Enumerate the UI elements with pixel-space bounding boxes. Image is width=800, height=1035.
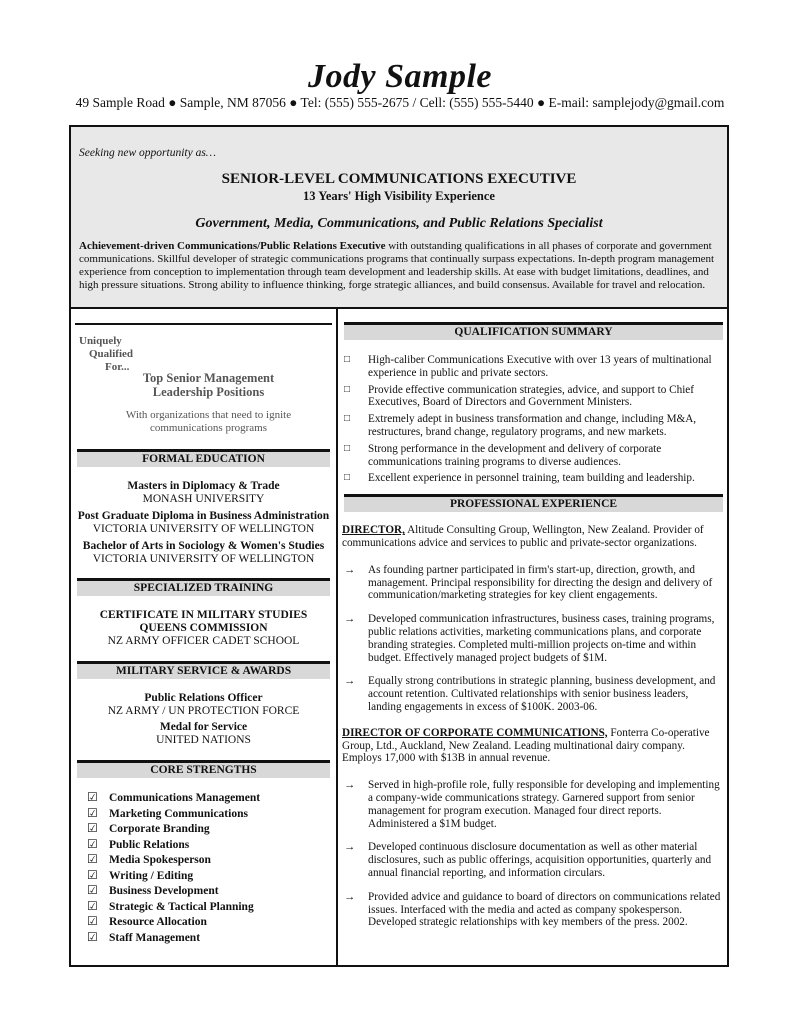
qualification-header: QUALIFICATION SUMMARY: [344, 322, 723, 340]
job-2-role: DIRECTOR OF CORPORATE COMMUNICATIONS,: [342, 726, 608, 739]
degree: Bachelor of Arts in Sociology & Women's Studies: [82, 540, 325, 552]
strength-item: [87, 790, 336, 806]
bullet-text: Equally strong contributions in strategic planning, business development, and account retention. Cultivated relationships with senior business leaders, landing engagements in excess of $100K. 2003-06.: [368, 675, 716, 713]
orgs-line-2: communications programs: [149, 422, 267, 434]
training-header: SPECIALIZED TRAINING: [77, 578, 330, 596]
checkbox-icon: ☑: [87, 852, 98, 866]
strengths-list: [87, 790, 336, 945]
qualification-text: Strong performance in the development and delivery of corporate communications training programs to diverse audiences.: [368, 442, 662, 468]
strength-item: [87, 914, 336, 930]
bullet-text: Provided advice and guidance to board of directors on communications related issues. Interfaced with the media and acted as company spokesperson. Developed strategic relationships with key members of the press. 2002.: [368, 890, 721, 929]
job-bullet: [342, 841, 723, 879]
strength-label: Communications Management: [109, 792, 261, 804]
experience-header: PROFESSIONAL EXPERIENCE: [344, 494, 723, 512]
job-bullet: [342, 779, 723, 830]
target-roles: [71, 371, 336, 435]
job-1-role: DIRECTOR,: [342, 524, 405, 537]
strength-item: [87, 821, 336, 837]
strength-item: [87, 837, 336, 853]
training-item: NZ ARMY OFFICER CADET SCHOOL: [107, 635, 300, 647]
strength-item: [87, 883, 336, 899]
arrow-icon: →: [344, 890, 356, 903]
education-list: [71, 480, 336, 566]
school: VICTORIA UNIVERSITY OF WELLINGTON: [92, 523, 315, 535]
strengths-header: CORE STRENGTHS: [77, 760, 330, 778]
military-org: NZ ARMY / UN PROTECTION FORCE: [107, 705, 300, 717]
qualification-text: Extremely adept in business transformation and change, including M&A, restructures, brand change, regulatory programs, and new markets.: [368, 413, 697, 438]
strength-label: Marketing Communications: [109, 807, 248, 820]
education-item: [71, 540, 336, 566]
military-title: Medal for Service: [159, 721, 248, 733]
seeking-line: Seeking new opportunity as…: [79, 147, 217, 159]
target-line-1: Top Senior Management: [142, 371, 275, 385]
qualification-item: [342, 413, 723, 439]
training-item: CERTIFICATE IN MILITARY STUDIES: [99, 609, 308, 621]
job-2-heading: [342, 727, 723, 765]
training-item: QUEENS COMMISSION: [139, 622, 268, 634]
candidate-name: Jody Sample: [308, 58, 492, 95]
square-bullet-icon: □: [344, 472, 351, 484]
bullet-text: Served in high-profile role, fully responsible for developing and implementing a company-wide communications strategy. Garnered support from senior management for program execution. Managed four direct reports. Administered a $1M budget.: [368, 779, 720, 830]
specialist-line: Government, Media, Communications, and Public Relations Specialist: [195, 216, 603, 231]
military-list: [71, 692, 336, 747]
job-bullet: [342, 675, 723, 713]
qualification-text: High-caliber Communications Executive with over 13 years of multinational experience in public and private sectors.: [368, 354, 712, 379]
arrow-icon: →: [344, 841, 356, 854]
profile-paragraph: [79, 240, 719, 292]
qualification-text: Provide effective communication strategies, advice, and support to Chief Executives, Board of Directors and Government Ministers.: [368, 383, 694, 409]
uq-line-3: For...: [105, 361, 130, 373]
job-2-bullets: [342, 779, 723, 929]
checkbox-icon: ☑: [87, 914, 98, 928]
checkbox-icon: ☑: [87, 898, 98, 913]
strength-item: [87, 899, 336, 915]
summary-box: [71, 127, 727, 309]
target-line-2: Leadership Positions: [152, 385, 265, 399]
qualification-item: [342, 384, 723, 410]
contact-line: 49 Sample Road ● Sample, NM 87056 ● Tel: (555) 555-2675 / Cell: (555) 555-5440 ● E-mail: samplejody@gmail.com: [75, 95, 725, 110]
profile-text: with outstanding qualifications in all phases of corporate and government communications. Skillful developer of strategic communications programs that continually surpass expectations. In-depth program management experience from conception to implementation through team development and leadership skills. At ease with budget limitations, deadlines, and high pressure situations. Strong ability to influence thinking, forge strategic alliances, and build consensus. Available for travel and relocation.: [79, 240, 715, 291]
strength-label: Media Spokesperson: [109, 854, 211, 866]
training-list: [71, 609, 336, 648]
strength-label: Public Relations: [109, 838, 190, 851]
arrow-icon: →: [344, 675, 356, 688]
strength-label: Corporate Branding: [109, 823, 210, 835]
checkbox-icon: ☑: [87, 836, 98, 851]
degree: Post Graduate Diploma in Business Administration: [77, 510, 330, 522]
qualification-item: [342, 443, 723, 469]
school: VICTORIA UNIVERSITY OF WELLINGTON: [92, 553, 315, 565]
strength-label: Staff Management: [109, 931, 201, 944]
bullet-text: Developed continuous disclosure documentation as well as other material disclosures, such as public offerings, acquisition opportunities, quarterly and annual financial reporting, and information circulars.: [368, 841, 712, 879]
checkbox-icon: ☑: [87, 805, 98, 820]
orgs-line-1: With organizations that need to ignite: [125, 409, 292, 421]
strength-item: [87, 868, 336, 884]
checkbox-icon: ☑: [87, 929, 98, 944]
job-1-desc: Altitude Consulting Group, Wellington, New Zealand. Provider of communications advice and services to public and private-sector organizations.: [342, 524, 704, 549]
military-header: MILITARY SERVICE & AWARDS: [77, 661, 330, 679]
resume-frame: [69, 125, 729, 967]
square-bullet-icon: □: [344, 383, 351, 395]
education-item: [71, 480, 336, 506]
strength-item: [87, 852, 336, 868]
headline: SENIOR-LEVEL COMMUNICATIONS EXECUTIVE: [221, 171, 577, 187]
uq-line-2: Qualified: [89, 348, 134, 360]
job-bullet: [342, 891, 723, 929]
checkbox-icon: ☑: [87, 867, 98, 882]
job-1-bullets: [342, 564, 723, 714]
checkbox-icon: ☑: [87, 883, 98, 897]
square-bullet-icon: □: [344, 442, 351, 454]
job-2-desc: Fonterra Co-operative Group, Ltd., Auckland, New Zealand. Leading multinational dairy company. Employs 17,000 with $13B in annual revenue.: [342, 726, 710, 765]
bullet-text: Developed communication infrastructures, business cases, training programs, public relations activities, marketing communications plans, and corporate branding strategies. Completed multi-million projects on-time and within budget. Effectively managed project budgets of $1M.: [368, 613, 715, 664]
square-bullet-icon: □: [344, 413, 351, 425]
strength-label: Strategic & Tactical Planning: [109, 900, 254, 913]
qualification-item: [342, 472, 723, 485]
qualification-item: [342, 354, 723, 380]
checkbox-icon: ☑: [87, 790, 98, 804]
arrow-icon: →: [344, 779, 356, 792]
military-title: Public Relations Officer: [144, 692, 263, 704]
uniquely-qualified: [71, 325, 336, 374]
job-bullet: [342, 613, 723, 664]
bullet-text: As founding partner participated in firm's start-up, direction, growth, and management. Principal responsibility for directing the design and delivery of communication/marketing strategies for key client engagements.: [368, 563, 713, 602]
uq-line-1: Uniquely: [79, 335, 122, 347]
strength-label: Resource Allocation: [109, 916, 207, 928]
strength-label: Business Development: [109, 885, 219, 897]
arrow-icon: →: [344, 563, 356, 576]
right-column: [338, 309, 727, 965]
strength-item: [87, 930, 336, 946]
military-org: UNITED NATIONS: [156, 734, 251, 746]
education-header: FORMAL EDUCATION: [77, 449, 330, 467]
job-1-heading: [342, 524, 723, 550]
strength-label: Writing / Editing: [109, 869, 194, 882]
school: MONASH UNIVERSITY: [142, 493, 265, 505]
job-bullet: [342, 564, 723, 602]
qualification-list: [342, 354, 723, 485]
left-column: [71, 309, 338, 965]
profile-lead: Achievement-driven Communications/Public Relations Executive: [79, 240, 386, 252]
qualification-text: Excellent experience in personnel training, team building and leadership.: [368, 472, 695, 485]
education-item: [71, 510, 336, 536]
subheadline: 13 Years' High Visibility Experience: [303, 189, 495, 203]
strength-item: [87, 806, 336, 822]
checkbox-icon: ☑: [87, 821, 98, 835]
arrow-icon: →: [344, 613, 356, 626]
degree: Masters in Diplomacy & Trade: [127, 480, 280, 492]
square-bullet-icon: □: [344, 354, 351, 365]
